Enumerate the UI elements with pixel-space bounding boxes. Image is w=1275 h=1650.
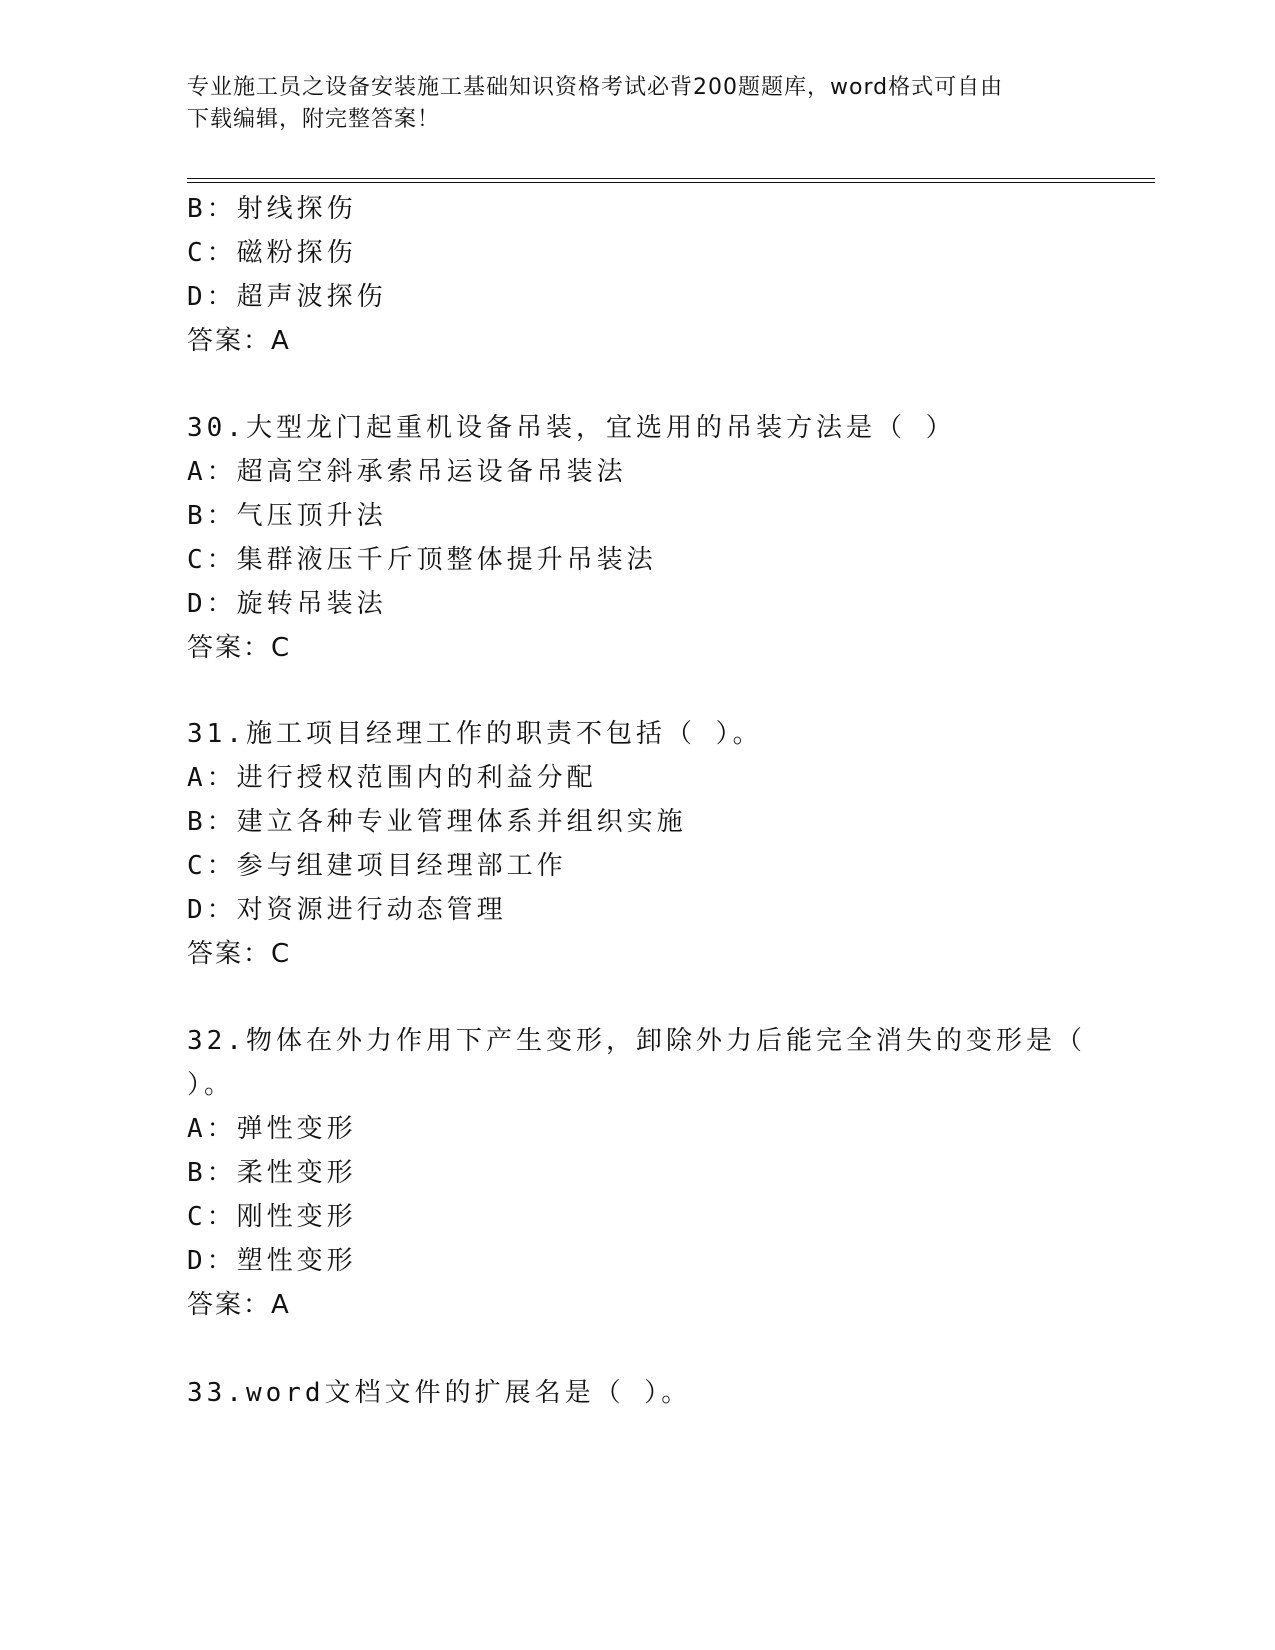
header-line-1: 专业施工员之设备安装施工基础知识资格考试必背200题题库，word格式可自由 <box>187 75 1004 100</box>
option-c: C：集群液压千斤顶整体提升吊装法 <box>187 545 657 575</box>
option-b: B：柔性变形 <box>187 1158 357 1188</box>
option-b: B：建立各种专业管理体系并组织实施 <box>187 807 687 837</box>
answer-line: 答案：A <box>187 1290 291 1320</box>
option-c: C：磁粉探伤 <box>187 238 357 268</box>
option-b: B：射线探伤 <box>187 194 357 224</box>
question-stem: 33.word文档文件的扩展名是（ ）。 <box>187 1378 692 1408</box>
option-c: C：刚性变形 <box>187 1202 357 1232</box>
answer-line: 答案：C <box>187 633 292 663</box>
option-d: D：旋转吊装法 <box>187 589 387 619</box>
option-c: C：参与组建项目经理部工作 <box>187 851 567 881</box>
header-divider-top <box>187 178 1155 179</box>
answer-line: 答案：A <box>187 326 291 356</box>
question-stem: 30.大型龙门起重机设备吊装，宜选用的吊装方法是（ ） <box>187 413 956 443</box>
question-stem-continued: ）。 <box>187 1070 235 1100</box>
option-b: B：气压顶升法 <box>187 501 387 531</box>
option-a: A：进行授权范围内的利益分配 <box>187 763 597 793</box>
option-a: A：超高空斜承索吊运设备吊装法 <box>187 457 627 487</box>
option-d: D：超声波探伤 <box>187 282 387 312</box>
answer-line: 答案：C <box>187 939 292 969</box>
question-stem: 32.物体在外力作用下产生变形，卸除外力后能完全消失的变形是（ <box>187 1026 1086 1056</box>
header-divider-bottom <box>187 182 1155 183</box>
option-d: D：对资源进行动态管理 <box>187 895 507 925</box>
question-stem: 31.施工项目经理工作的职责不包括（ ）。 <box>187 719 763 749</box>
option-a: A：弹性变形 <box>187 1114 357 1144</box>
header-line-2: 下载编辑，附完整答案！ <box>187 107 441 132</box>
document-header <box>187 72 1087 136</box>
option-d: D：塑性变形 <box>187 1246 357 1276</box>
